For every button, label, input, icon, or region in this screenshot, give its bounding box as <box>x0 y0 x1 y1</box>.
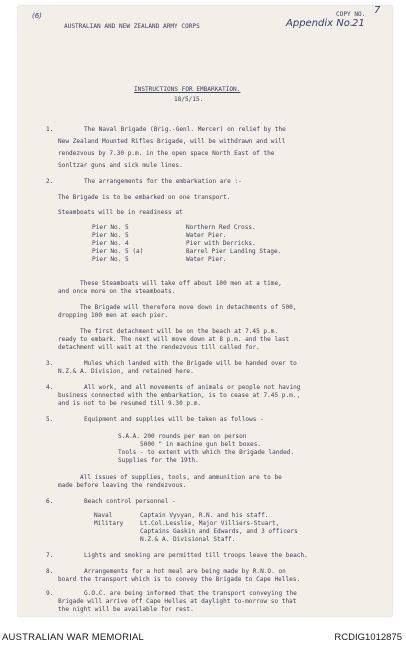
para-8-line: Arrangements for a hot meal are being made by R.N.O. on <box>84 568 286 575</box>
para-1-number: 1. <box>46 126 54 133</box>
para-2b-line: These Steamboats will take off about 100 men at a time, <box>80 280 282 287</box>
document-date: 18/5/15. <box>174 96 204 103</box>
para-7-number: 7. <box>46 552 54 559</box>
pier-name: Pier No. 5 (a) <box>92 248 144 255</box>
para-5-line: Equipment and supplies will be taken as follows - <box>84 416 264 423</box>
para-1-line: The Naval Brigade (Brig.-Genl. Mercer) on relief by the <box>84 126 286 133</box>
beach-control-person: Captains Gaskin and Edwards, and 3 officers <box>140 528 298 535</box>
pier-name: Pier No. 5 <box>92 232 129 239</box>
pier-description: Northern Red Cross. <box>186 224 256 231</box>
pier-description: Barrel Pier Landing Stage. <box>186 248 282 255</box>
para-4-line: business connected with the embarkation, is to cease at 7.45 p.m., <box>58 392 301 399</box>
beach-control-role: Military <box>94 520 124 527</box>
para-7-line: Lights and smoking are permitted till troops leave the beach. <box>84 552 308 559</box>
para-6-line: Beach control personnel - <box>84 498 176 505</box>
para-3-line: Mules which landed with the Brigade will be handed over to <box>84 360 297 367</box>
para-2b-line: The Brigade will therefore move down in detachments of 500, <box>80 304 297 311</box>
beach-control-person: Lt.Col.Lesslie, Major Villiers-Stuart, <box>140 520 280 527</box>
para-3-number: 3. <box>46 360 54 367</box>
para-9-line: G.O.C. are being informed that the transport conveying the <box>84 590 297 597</box>
para-9-line: the night will be available for rest. <box>58 606 194 613</box>
copy-label: COPY NO. <box>336 11 366 18</box>
para-2b-line: detachment will wait at the rendezvous till called for. <box>58 344 260 351</box>
para-8-line: board the transport which is to convey the Brigade to Cape Helles. <box>58 576 301 583</box>
para-2b-line: and once more on the steamboats. <box>58 288 176 295</box>
para-9-number: 9. <box>46 590 54 597</box>
para-2b-line: ready to embark. The next will move down at 8 p.m. and the last <box>58 336 290 343</box>
para-1-line: rendezvous by 7.30 p.m. in the open space North East of the <box>58 150 275 157</box>
beach-control-person: N.Z.& A. Divisional Staff. <box>140 536 236 543</box>
archive-record-id: RCDIG1012875 <box>334 632 402 643</box>
equipment-item: Supplies for the 19th. <box>118 457 199 464</box>
para-2-steamboats: Steamboats will be in readiness at <box>58 209 183 216</box>
top-heading: AUSTRALIAN AND NEW ZEALAND ARMY CORPS <box>64 23 200 30</box>
para-5-number: 5. <box>46 416 54 423</box>
beach-control-role: Naval <box>94 512 113 519</box>
pier-name: Pier No. 4 <box>92 240 129 247</box>
para-2-line: The arrangements for the embarkation are :- <box>84 178 242 185</box>
pier-name: Pier No. 5 <box>92 224 129 231</box>
para-2b-line: The first detachment will be on the beach at 7.45 p.m. <box>80 328 279 335</box>
equipment-item: 5000 " in machine gun belt boxes. <box>140 441 262 448</box>
para-1-line: Sonltzar guns and sick mule lines. <box>58 162 183 169</box>
para-9-line: Brigade will arrive off Cape Helles at daylight to-morrow so that <box>58 598 297 605</box>
document-title: INSTRUCTIONS FOR EMBARKATION. <box>134 86 241 93</box>
equipment-item: Tools - to extent with which the Brigade landed. <box>118 449 295 456</box>
para-2-number: 2. <box>46 178 54 185</box>
pier-description: Pier with Derricks. <box>186 240 256 247</box>
para-3-line: N.Z.& A. Division, and retained here. <box>58 368 194 375</box>
para-1-line: New Zealand Mounted Rifles Brigade, will be withdrawn and will <box>58 138 286 145</box>
archive-name: AUSTRALIAN WAR MEMORIAL <box>2 632 145 643</box>
pier-description: Water Pier. <box>186 256 227 263</box>
para-8-number: 8. <box>46 568 54 575</box>
para-2-transport: The Brigade is to be embarked on one transport. <box>58 194 231 201</box>
para-4-line: All work, and all movements of animals or people not having <box>84 384 301 391</box>
para-6-number: 6. <box>46 498 54 505</box>
para-5b-line: All issues of supplies, tools, and ammunition are to be <box>80 474 282 481</box>
pier-name: Pier No. 5 <box>92 256 129 263</box>
copy-number: 7 <box>374 5 381 16</box>
pier-description: Water Pier. <box>186 232 227 239</box>
document-page <box>18 6 392 616</box>
corner-mark: (6) <box>32 12 42 20</box>
para-2b-line: dropping 100 men at each pier. <box>58 312 169 319</box>
para-4-number: 4. <box>46 384 54 391</box>
equipment-item: S.A.A. 200 rounds per man on person <box>118 433 247 440</box>
beach-control-person: Captain Vyvyan, R.N. and his staff. <box>140 512 269 519</box>
para-5b-line: made before leaving the rendezvous. <box>58 482 187 489</box>
appendix-label: Appendix No. <box>286 18 354 29</box>
appendix-number: 21 <box>352 18 365 29</box>
para-4-line: and is not to be resumed till 9.30 p.m. <box>58 400 202 407</box>
archive-footer <box>0 620 406 650</box>
